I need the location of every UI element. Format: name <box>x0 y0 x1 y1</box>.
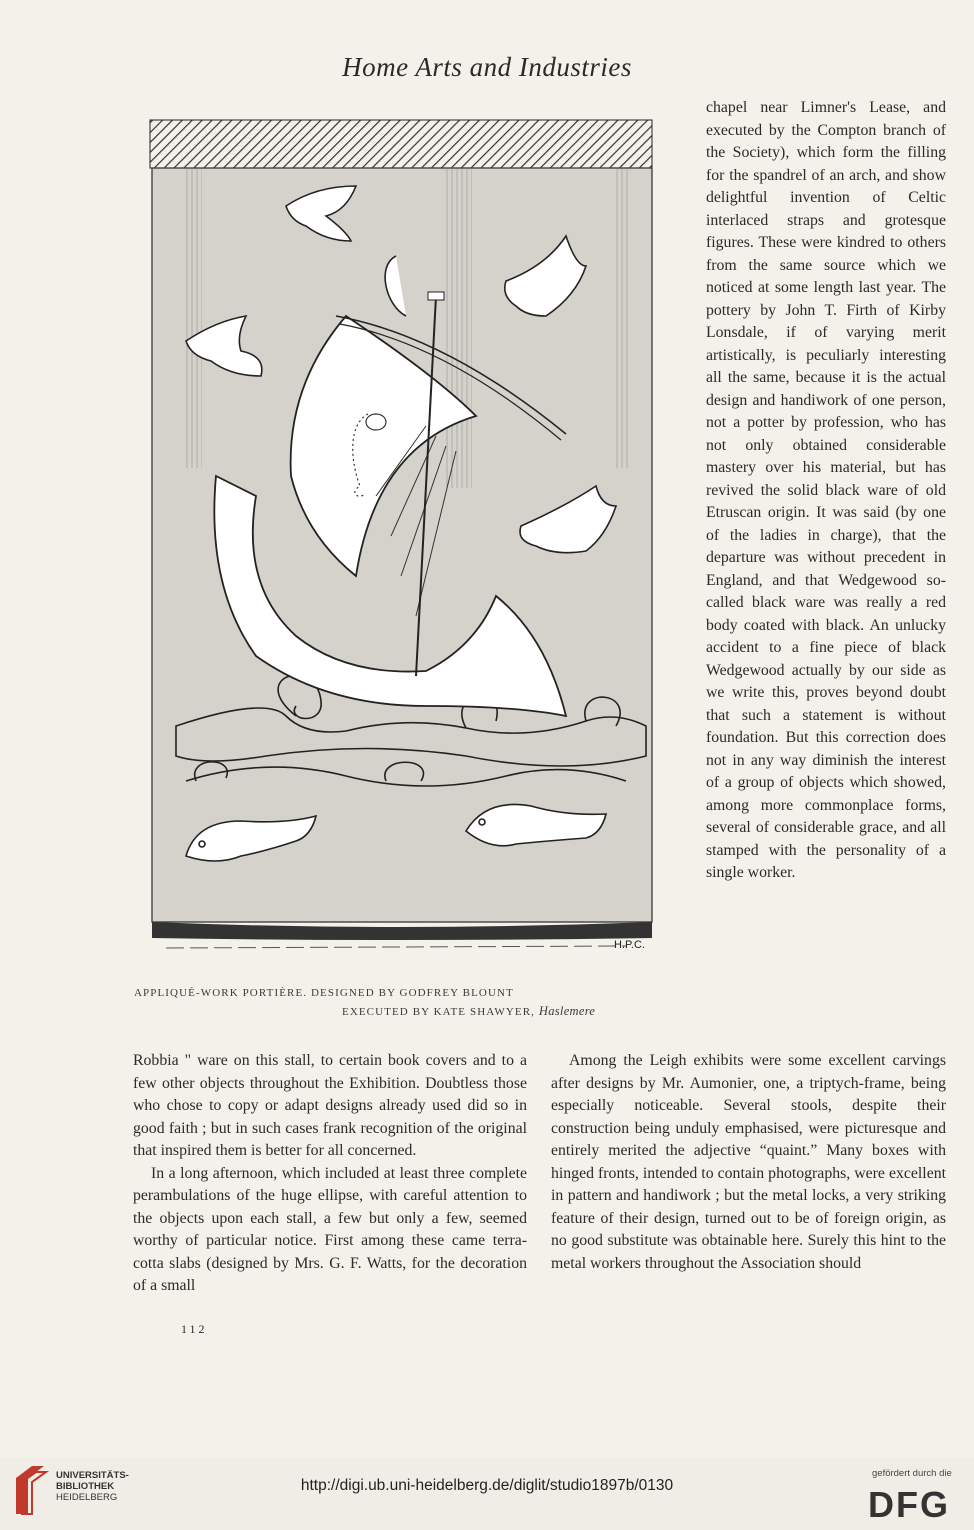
caption-line-1: APPLIQUÉ-WORK PORTIÈRE. DESIGNED BY GODFREY BLOUNT <box>134 987 514 999</box>
caption-executed: EXECUTED BY KATE SHAWYER, <box>342 1006 539 1018</box>
plate-monogram: H.P.C. <box>614 939 645 951</box>
paragraph: Among the Leigh exhibits were some excellent carvings after designs by Mr. Aumonier, one, a triptych-frame, being especially noticeable. Several stools, despite their construction being unduly emphasised, were picturesque and entirely merited the adjective “quaint.” Many boxes with hinged fronts, intended to contain photographs, were excellent in pattern and handiwork ; but the metal locks, a very striking feature of their design, turned out to be of foreign origin, as no good substitute was obtainable here. Surely this hint to the metal workers throughout the Association should <box>551 1052 946 1272</box>
library-line-3: HEIDELBERG <box>56 1492 118 1503</box>
paragraph: In a long afternoon, which included at least three complete perambulations of the huge ellipse, with careful attention to the objects upon each stall, a few but only a few, seemed worthy of particular notice. First among these came terra-cotta slabs (designed by Mrs. G. F. Watts, for the decoration of a small <box>133 1164 527 1294</box>
running-head: Home Arts and Industries <box>342 52 632 82</box>
caption-place: Haslemere <box>538 1004 596 1018</box>
library-line-2: BIBLIOTHEK <box>56 1481 115 1492</box>
source-url[interactable]: http://digi.ub.uni-heidelberg.de/diglit/studio1897b/0130 <box>300 1477 674 1494</box>
dfg-logo: DFG <box>868 1484 950 1525</box>
rod-band <box>150 120 652 168</box>
right-column <box>551 1050 946 1275</box>
left-column <box>133 1050 527 1298</box>
paragraph: chapel near Limner's Lease, and executed by the Compton branch of the Society), which form the filling for the spandrel of an arch, and show delightful invention of Celtic interlaced straps and grotesque figures. These were kindred to others from the same source which we noticed at some length last year. The pottery by John T. Firth of Kirby Lonsdale, if of varying merit artistically, is peculiarly interesting all the same, because it is the actual design and handiwork of one person, not a potter by profession, who has not only obtained considerable mastery over his material, but has revived the solid black ware of old Etruscan origin. It was said (by one of the ladies in charge), that the departure was without precedent in England, and that Wedgewood so-called black ware was really a red body coated with black. An unlucky accident to a fine piece of black Wedgewood actually by our side as we write this, proves beyond doubt that such a statement is without foundation. But this correction does not in any way diminish the interest of a group of objects which showed, among more commonplace forms, several of considerable grace, and all stamped with the personality of a single worker. <box>706 99 946 881</box>
page-number: 112 <box>181 1322 208 1336</box>
figure-caption <box>134 984 674 1021</box>
funded-by: gefördert durch die <box>872 1468 952 1479</box>
paragraph: Robbia " ware on this stall, to certain book covers and to a few other objects throughout the Exhibition. Doubtless those who chose to copy or adapt designs already used did so in good faith ; but in such cases frank recognition of the original that inspired them is better for all concerned. <box>133 1052 527 1159</box>
caption-line-2 <box>134 1002 674 1021</box>
portiere-illustration <box>146 116 670 962</box>
right-column-top <box>706 97 946 885</box>
library-line-1: UNIVERSITÄTS- <box>56 1470 129 1481</box>
